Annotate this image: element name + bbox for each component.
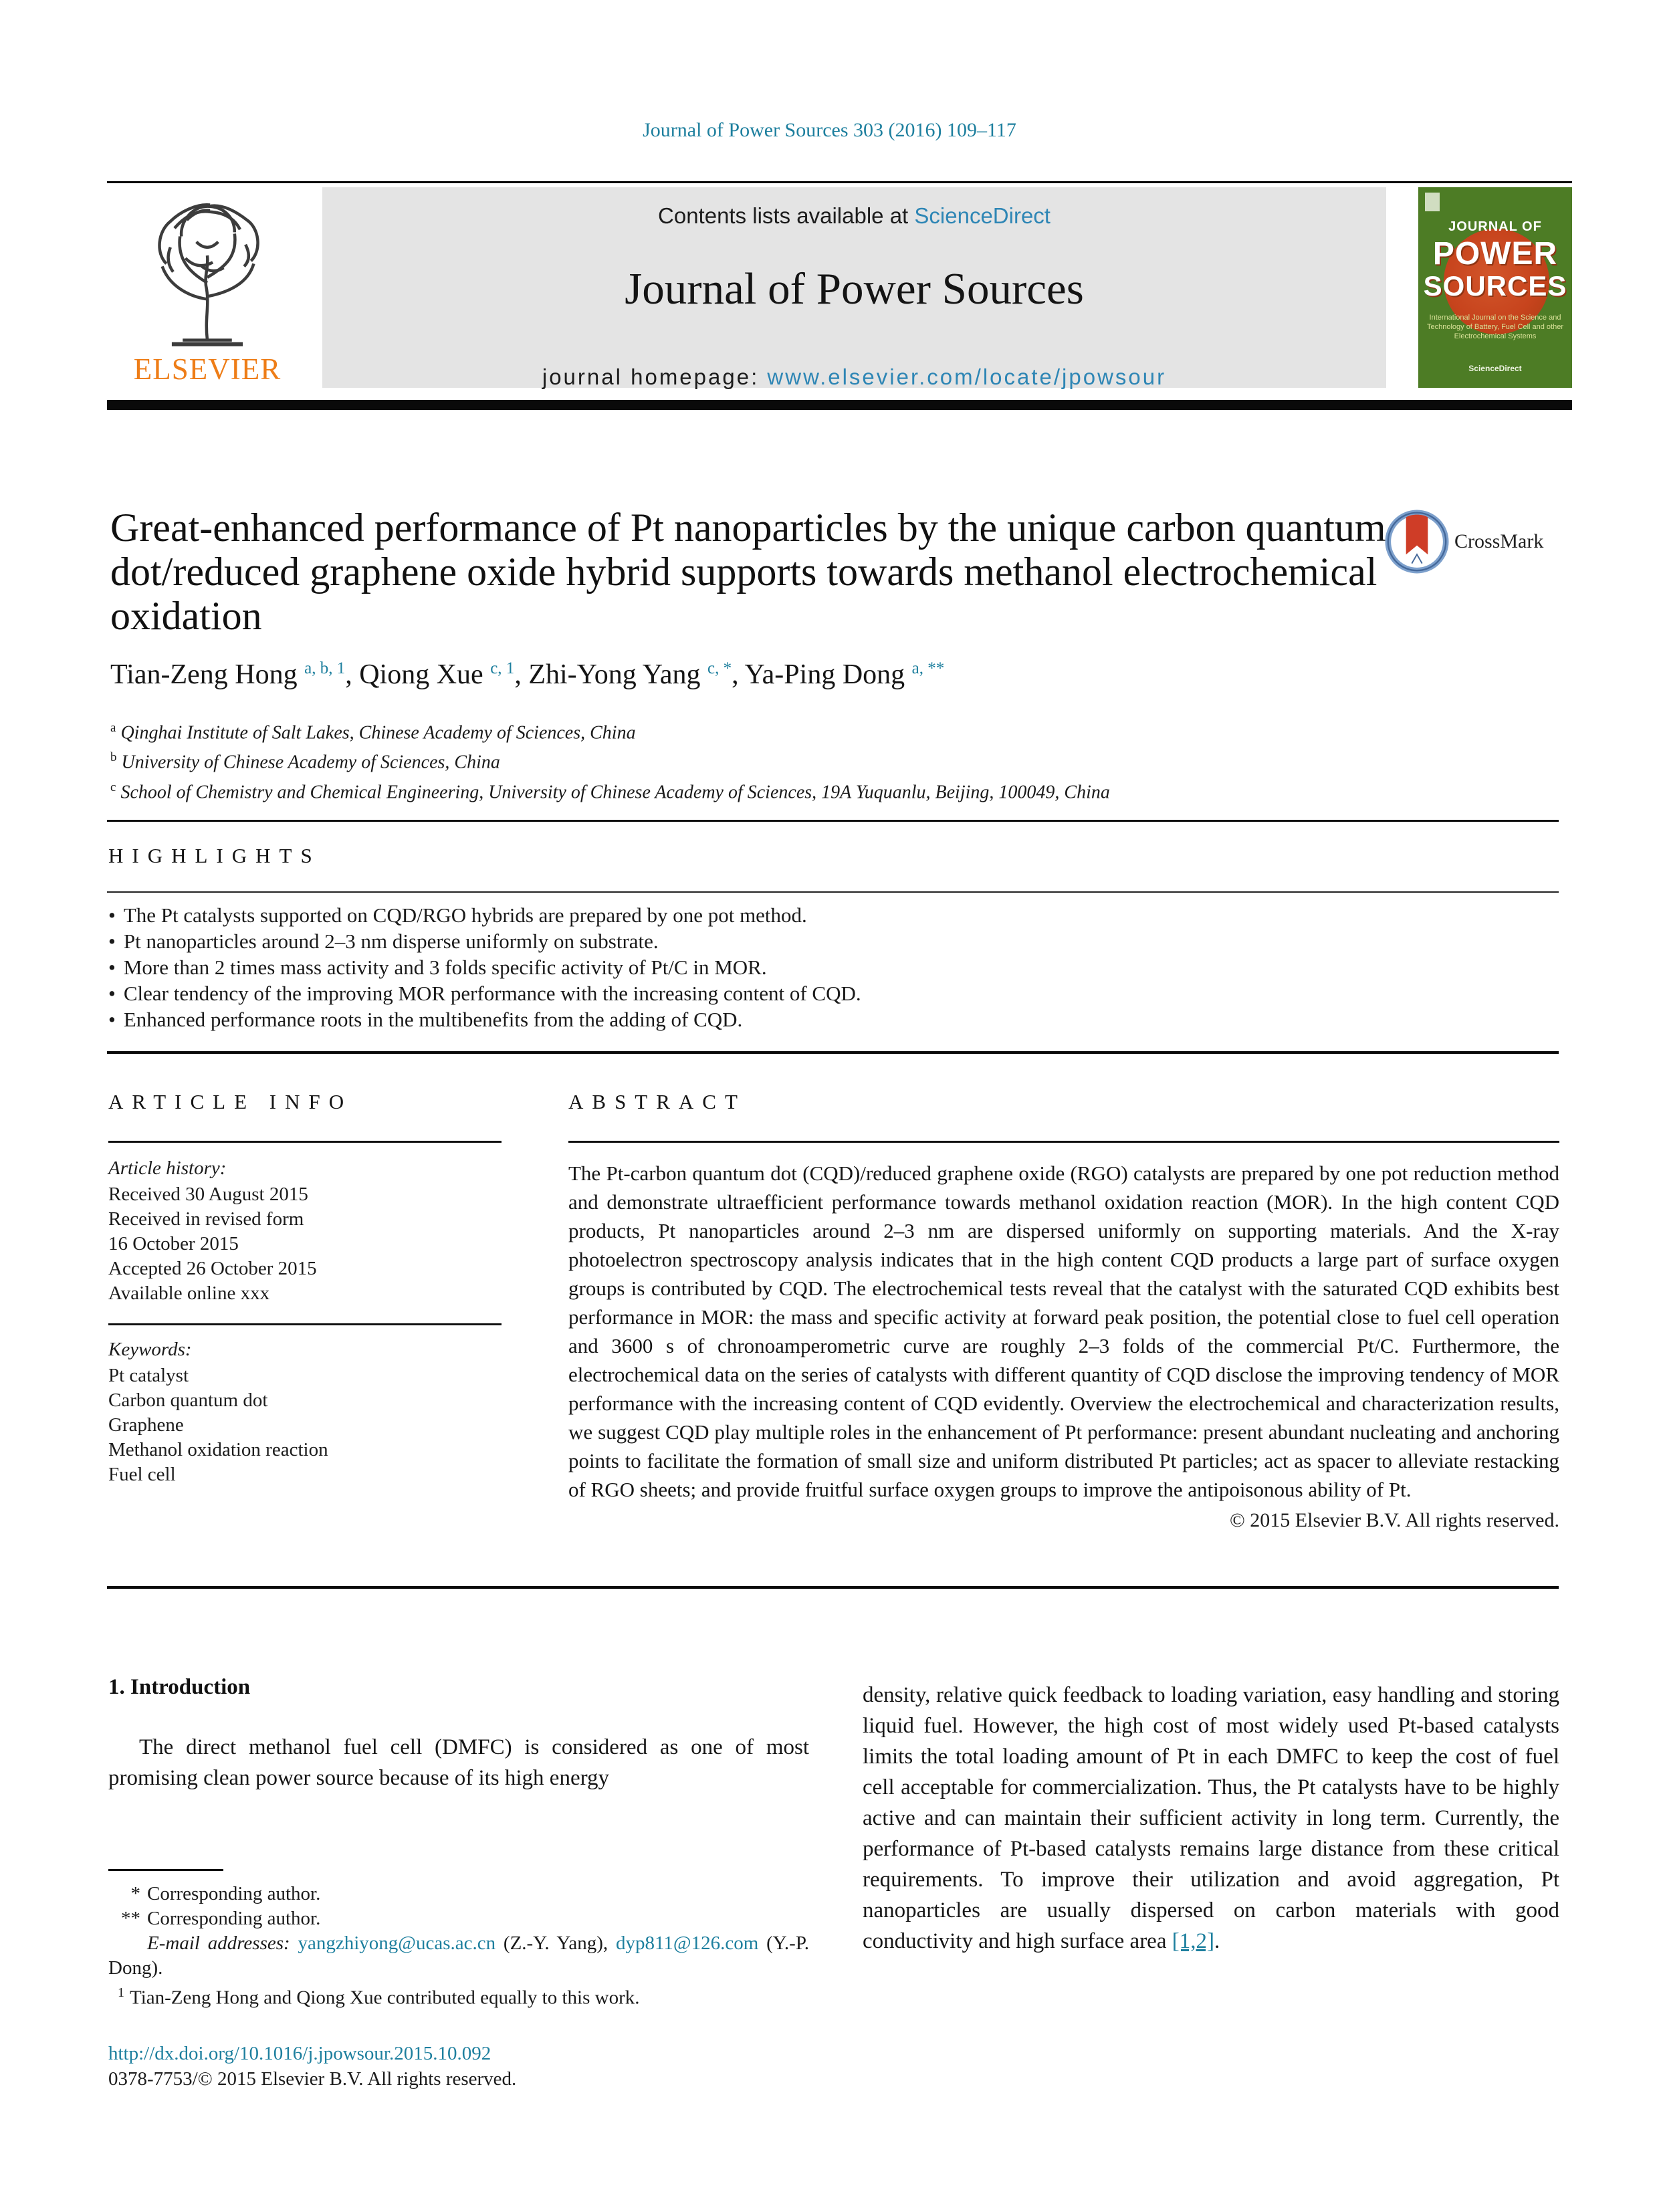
- author-affil-sup: c, 1: [490, 659, 515, 677]
- affiliation-list: [110, 715, 1561, 804]
- affiliation: [110, 745, 1561, 774]
- affiliation-text: University of Chinese Academy of Sciences, China: [121, 752, 500, 773]
- elsevier-tree-icon: [124, 187, 291, 351]
- section-heading-introduction: 1. Introduction: [108, 1675, 251, 1699]
- author-affil-sup: a, b, 1: [304, 659, 346, 677]
- journal-title: Journal of Power Sources: [625, 264, 1084, 314]
- author-affil-sup: c, *: [707, 659, 732, 677]
- cover-sciencedirect: ScienceDirect: [1468, 364, 1522, 373]
- issn-copyright-line: 0378-7753/© 2015 Elsevier B.V. All rights reserved.: [108, 2068, 517, 2090]
- highlight-item: • Clear tendency of the improving MOR performance with the increasing content of CQD.: [108, 980, 1559, 1006]
- footnote-text: Tian-Zeng Hong and Qiong Xue contributed equally to this work.: [130, 1987, 640, 2009]
- email-suffix: (Y.-P. Dong).: [108, 1932, 809, 1979]
- divider: [107, 1586, 1559, 1589]
- article-info-section: [108, 1090, 510, 1487]
- crossmark-label: CrossMark: [1454, 530, 1544, 552]
- email-suffix: (Z.-Y. Yang),: [495, 1932, 616, 1954]
- elsevier-logo: [107, 187, 308, 388]
- email-link-yang[interactable]: yangzhiyong@ucas.ac.cn: [298, 1932, 496, 1954]
- intro-left-column: [108, 1675, 809, 1793]
- email-label: E-mail addresses:: [147, 1932, 290, 1954]
- sciencedirect-link[interactable]: ScienceDirect: [914, 203, 1050, 228]
- crossmark-icon: [1385, 510, 1449, 574]
- cover-journal-of: JOURNAL OF: [1448, 219, 1542, 234]
- contents-line: [322, 203, 1386, 229]
- intro-text: density, relative quick feedback to loading variation, easy handling and storing liquid fuel. However, the high cost of most widely used Pt-based catalysts limits the total loading amount of Pt in each DMFC to keep the cost of fuel cell acceptable for commercialization. Thus, the Pt catalysts have to be highly active and can maintain their sufficient activity in long term. Currently, the performance of Pt-based catalysts remains large distance from these critical requirements. To improve their utilization and avoid aggregation, Pt nanoparticles are usually dispersed on carbon materials with good conductivity and high surface area: [863, 1683, 1559, 1953]
- affiliation: [110, 775, 1561, 804]
- elsevier-wordmark: ELSEVIER: [133, 352, 282, 386]
- footnote-equal-contribution: [108, 1981, 809, 2011]
- keyword: Graphene: [108, 1414, 184, 1436]
- history-line: 16 October 2015: [108, 1233, 239, 1254]
- intro-right-column: [863, 1680, 1559, 1957]
- footnote-marker: 1: [118, 1985, 124, 2000]
- keyword: Fuel cell: [108, 1464, 176, 1485]
- history-line: Received 30 August 2015: [108, 1184, 308, 1205]
- author: [528, 659, 744, 690]
- affiliation-sup: b: [110, 750, 117, 765]
- footnote-marker: *: [130, 1883, 140, 1904]
- highlight-item: • More than 2 times mass activity and 3 folds specific activity of Pt/C in MOR.: [108, 954, 1559, 980]
- article-info-heading: ARTICLE INFO: [108, 1090, 353, 1113]
- cover-subtitle: International Journal on the Science and Technology of Battery, Fuel Cell and other Electrochemical Systems: [1426, 314, 1564, 340]
- journal-cover-thumbnail[interactable]: [1418, 187, 1572, 388]
- author-name: Ya-Ping Dong: [744, 659, 905, 690]
- page-citation: Journal of Power Sources 303 (2016) 109–117: [643, 119, 1016, 141]
- divider: [568, 1141, 1559, 1143]
- highlight-item: • Pt nanoparticles around 2–3 nm disperse uniformly on substrate.: [108, 928, 1559, 954]
- journal-homepage-link[interactable]: www.elsevier.com/locate/jpowsour: [767, 364, 1167, 389]
- footnote-text: Corresponding author.: [147, 1883, 321, 1904]
- keywords-label: Keywords:: [108, 1339, 192, 1360]
- cover-power: POWER: [1432, 236, 1558, 271]
- keyword: Methanol oxidation reaction: [108, 1439, 328, 1460]
- affiliation-sup: a: [110, 721, 116, 735]
- author-name: Tian-Zeng Hong: [110, 659, 298, 690]
- author-sep: ,: [732, 659, 745, 690]
- journal-header-banner: [107, 187, 1572, 388]
- highlights-heading: HIGHLIGHTS: [108, 844, 321, 867]
- author: [359, 659, 528, 690]
- author: [110, 659, 359, 690]
- history-line: Available online xxx: [108, 1283, 270, 1304]
- author-name: Zhi-Yong Yang: [528, 659, 701, 690]
- author-name: Qiong Xue: [359, 659, 483, 690]
- history-line: Accepted 26 October 2015: [108, 1258, 317, 1279]
- crossmark-badge[interactable]: [1385, 510, 1559, 574]
- keyword: Pt catalyst: [108, 1365, 189, 1386]
- highlight-item: • Enhanced performance roots in the multibenefits from the adding of CQD.: [108, 1006, 1559, 1032]
- footnote-emails: [108, 1931, 809, 1981]
- footnote-rule: [108, 1869, 223, 1871]
- reference-link[interactable]: [1,2]: [1172, 1929, 1214, 1953]
- affiliation-text: School of Chemistry and Chemical Engineering, University of Chinese Academy of Sciences, 19A Yuquanlu, Beijing, 100049, China: [120, 781, 1110, 802]
- author: [745, 659, 945, 690]
- author-list: [110, 659, 1561, 691]
- history-line: Received in revised form: [108, 1208, 304, 1230]
- homepage-prefix: journal homepage:: [542, 364, 768, 389]
- doi-block: [108, 2041, 809, 2092]
- top-rule: [107, 181, 1572, 183]
- header-black-bar: [107, 400, 1572, 410]
- abstract-section: [568, 1090, 1559, 1532]
- email-link-dong[interactable]: dyp811@126.com: [615, 1932, 759, 1954]
- abstract-text: The Pt-carbon quantum dot (CQD)/reduced graphene oxide (RGO) catalysts are prepared by one pot reduction method and demonstrate ultraefficient performance towards methanol oxidation reaction (MOR). In the high content CQD products, Pt nanoparticles around 2–3 nm are dispersed uniformly on supporting materials. And the X-ray photoelectron spectroscopy analysis indicates that in the high content CQD products a large part of surface oxygen groups is contributed by CQD. The electrochemical tests reveal that the catalyst with the saturated CQD exhibits best performance in MOR: the mass and specific activity at forward peak position, the potential close to fuel cell operation and 3600 s of chronoamperometric curve are roughly 2–3 folds of the commercial Pt/C. Furthermore, the electrochemical data on the series of catalysts with different quantity of CQD disclose the improving tendency of MOR performance with the increasing content of CQD evidently. Overview the electrochemical and characterization results, we suggest CQD play multiple roles in the enhancement of Pt performance: present abundant nucleating and anchoring points to facilitate the formation of small size and uniform distributed Pt particles; act as spacer to alleviate restacking of RGO sheets; and provide fruitful surface oxygen groups to improve the antipoisonous ability of Pt.: [568, 1162, 1559, 1501]
- affiliation-sup: c: [110, 780, 116, 794]
- author-affil-sup: a, **: [911, 659, 945, 677]
- author-sep: ,: [345, 659, 360, 690]
- divider: [108, 1323, 502, 1325]
- divider: [107, 891, 1559, 893]
- doi-line: [108, 2041, 809, 2066]
- affiliation-text: Qinghai Institute of Salt Lakes, Chinese Academy of Sciences, China: [120, 722, 636, 744]
- contents-prefix: Contents lists available at: [658, 203, 915, 228]
- footnotes-block: [108, 1869, 809, 2011]
- divider: [107, 820, 1559, 822]
- article-title: Great-enhanced performance of Pt nanoparticles by the unique carbon quantum dot/reduced graphene oxide hybrid supports towards methanol electrochemical oxidation: [110, 506, 1386, 638]
- footnote-corresponding-2: [108, 1906, 809, 1931]
- intro-paragraph: [863, 1680, 1559, 1957]
- footnote-marker: **: [121, 1908, 140, 1929]
- keyword: Carbon quantum dot: [108, 1390, 268, 1411]
- abstract-copyright: © 2015 Elsevier B.V. All rights reserved.: [1229, 1509, 1559, 1531]
- highlights-list: [108, 902, 1559, 1032]
- article-history-label: Article history:: [108, 1157, 227, 1179]
- homepage-line: [322, 364, 1386, 390]
- footnote-text: Corresponding author.: [147, 1908, 321, 1929]
- intro-paragraph: The direct methanol fuel cell (DMFC) is considered as one of most promising clean power source because of its high energy: [108, 1735, 809, 1790]
- footnote-corresponding-1: [108, 1882, 809, 1906]
- author-sep: ,: [514, 659, 529, 690]
- abstract-heading: ABSTRACT: [568, 1090, 746, 1113]
- journal-banner-box: [322, 187, 1386, 388]
- doi-link[interactable]: http://dx.doi.org/10.1016/j.jpowsour.2015.10.092: [108, 2043, 491, 2064]
- cover-sources: SOURCES: [1423, 270, 1567, 302]
- intro-text-end: .: [1214, 1929, 1220, 1953]
- divider: [108, 1141, 502, 1143]
- affiliation: [110, 715, 1561, 745]
- divider: [107, 1051, 1559, 1054]
- highlight-item: • The Pt catalysts supported on CQD/RGO hybrids are prepared by one pot method.: [108, 902, 1559, 928]
- cover-elsevier-mark-icon: [1425, 193, 1440, 211]
